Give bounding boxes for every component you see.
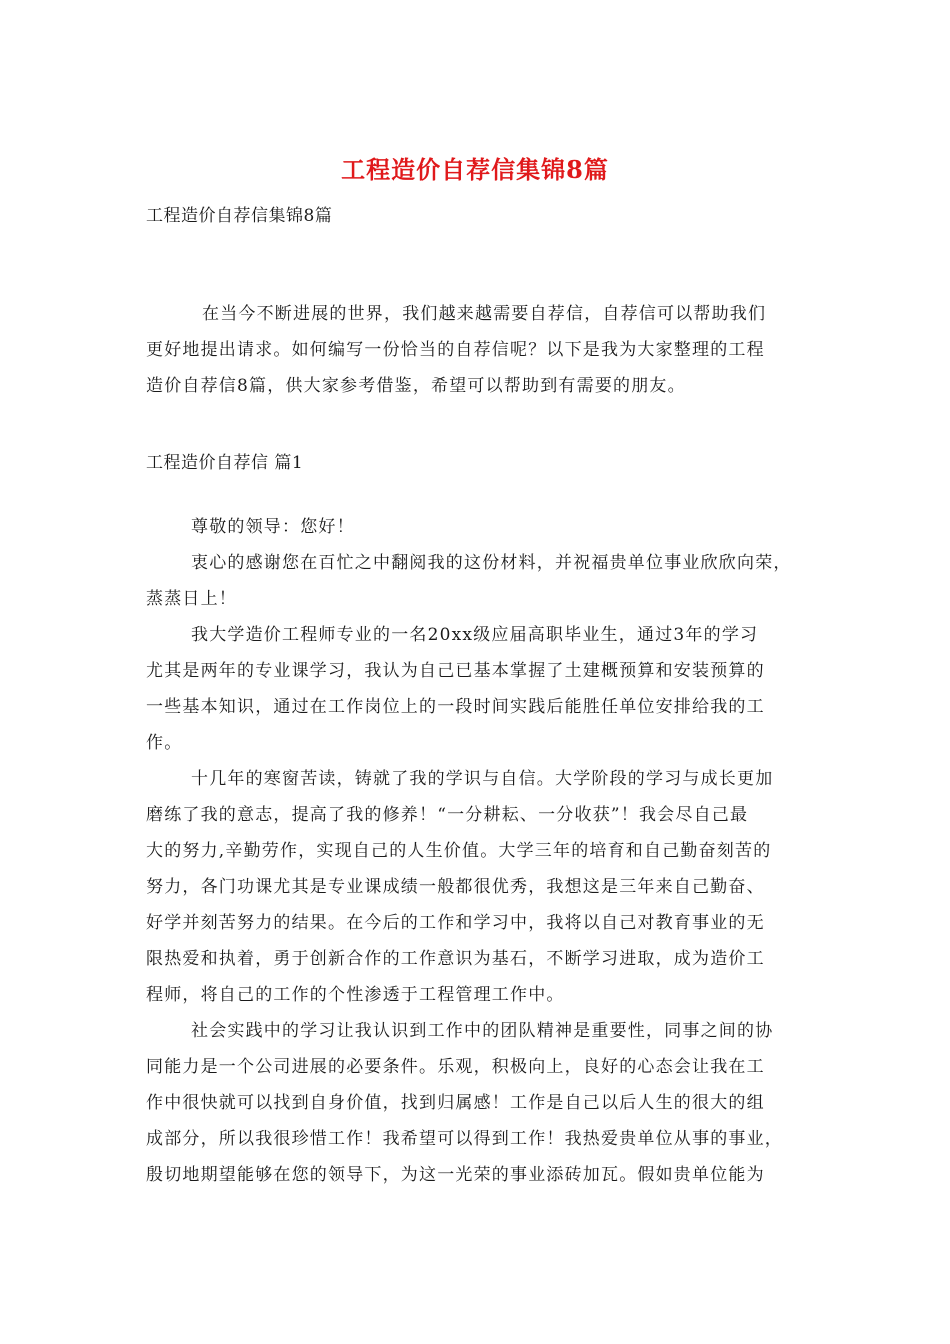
intro-line: 更好地提出请求。如何编写一份恰当的自荐信呢？以下是我为大家整理的工程	[146, 340, 765, 360]
letter-line: 努力，各门功课尤其是专业课成绩一般都很优秀，我想这是三年来自己勤奋、	[146, 877, 765, 897]
letter-line: 衷心的感谢您在百忙之中翻阅我的这份材料，并祝福贵单位事业欣欣向荣，	[191, 553, 792, 573]
letter-line: 殷切地期望能够在您的领导下，为这一光荣的事业添砖加瓦。假如贵单位能为	[146, 1165, 765, 1185]
section-heading: 工程造价自荐信 篇1	[146, 453, 304, 473]
letter-body	[146, 509, 826, 1193]
letter-line: 磨练了我的意志，提高了我的修养！“一分耕耘、一分收获”！我会尽自己最	[146, 805, 749, 825]
letter-line: 我大学造价工程师专业的一名20xx级应届高职毕业生，通过3年的学习	[191, 625, 759, 645]
document-title: 工程造价自荐信集锦8篇	[341, 155, 609, 184]
document-subtitle: 工程造价自荐信集锦8篇	[146, 206, 333, 226]
letter-line: 一些基本知识，通过在工作岗位上的一段时间实践后能胜任单位安排给我的工	[146, 697, 765, 717]
letter-line: 尤其是两年的专业课学习，我认为自己已基本掌握了土建概预算和安装预算的	[146, 661, 765, 681]
letter-line: 十几年的寒窗苦读，铸就了我的学识与自信。大学阶段的学习与成长更加	[191, 769, 774, 789]
letter-line: 作中很快就可以找到自身价值，找到归属感！工作是自己以后人生的很大的组	[146, 1093, 765, 1113]
letter-line: 限热爱和执着，勇于创新合作的工作意识为基石，不断学习进取，成为造价工	[146, 949, 765, 969]
letter-line: 蒸蒸日上！	[146, 589, 237, 609]
letter-line: 同能力是一个公司进展的必要条件。乐观，积极向上，良好的心态会让我在工	[146, 1057, 765, 1077]
intro-line: 造价自荐信8篇，供大家参考借鉴，希望可以帮助到有需要的朋友。	[146, 376, 686, 396]
letter-line: 大的努力,辛勤劳作，实现自己的人生价值。大学三年的培育和自己勤奋刻苦的	[146, 841, 772, 861]
letter-line: 社会实践中的学习让我认识到工作中的团队精神是重要性，同事之间的协	[191, 1021, 774, 1041]
intro-line: 在当今不断进展的世界，我们越来越需要自荐信，自荐信可以帮助我们	[202, 304, 767, 324]
letter-line: 程师，将自己的工作的个性渗透于工程管理工作中。	[146, 985, 565, 1005]
letter-greeting: 尊敬的领导：您好！	[191, 517, 355, 537]
letter-line: 好学并刻苦努力的结果。在今后的工作和学习中，我将以自己对教育事业的无	[146, 913, 765, 933]
intro-paragraph	[146, 296, 826, 404]
letter-line: 成部分，所以我很珍惜工作！我希望可以得到工作！我热爱贵单位从事的事业，	[146, 1129, 783, 1149]
letter-line: 作。	[146, 733, 183, 753]
